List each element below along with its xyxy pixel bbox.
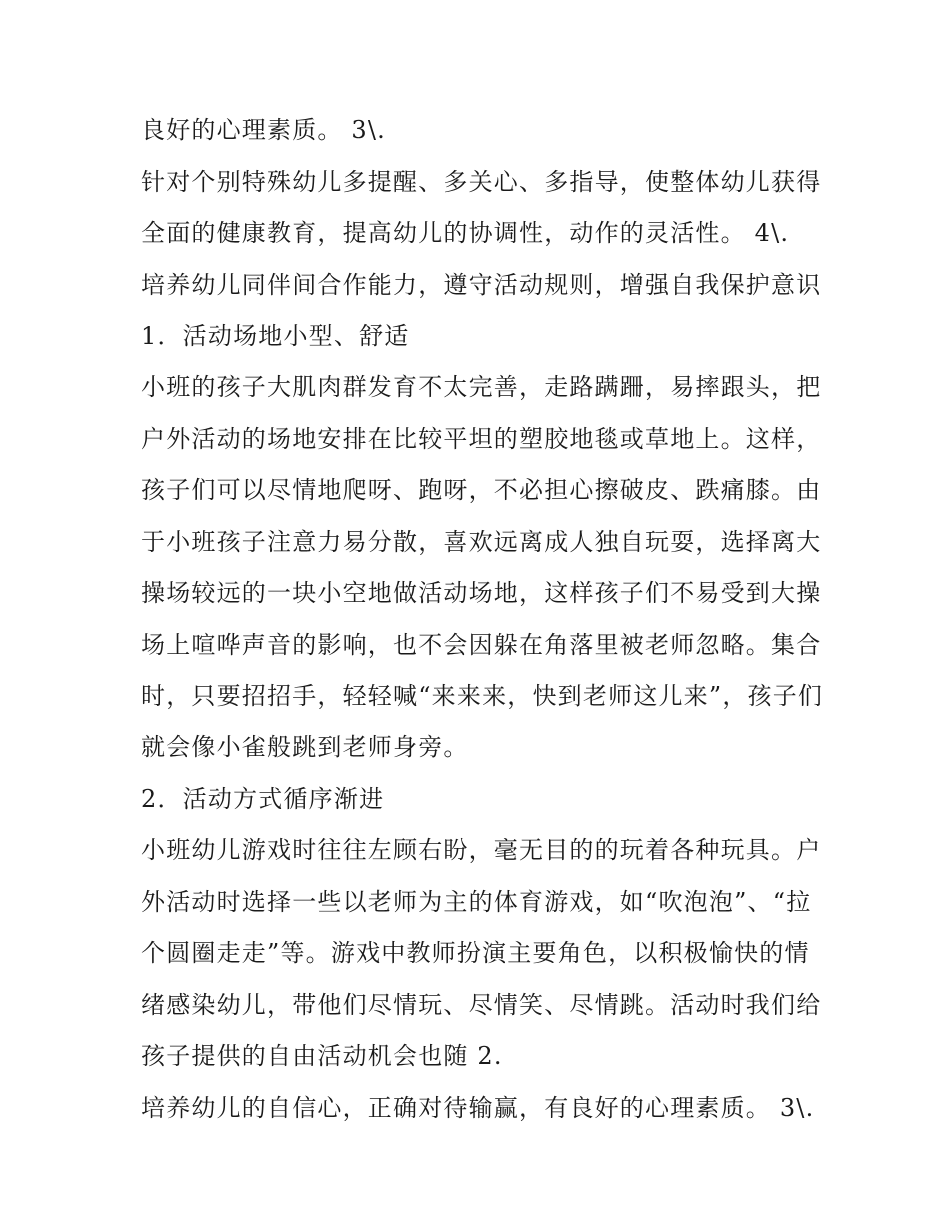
text-line: 培养幼儿同伴间合作能力，遵守活动规则，增强自我保护意识	[141, 271, 822, 299]
text-line: 小班的孩子大肌肉群发育不太完善，走路蹒跚，易摔跟头，把	[141, 373, 822, 401]
text-line: 场上喧哗声音的影响，也不会因躲在角落里被老师忽略。集合	[141, 631, 822, 659]
text-line: 外活动时选择一些以老师为主的体育游戏，如“吹泡泡”、“拉	[141, 888, 812, 916]
text-line: 就会像小雀般跳到老师身旁。	[141, 733, 469, 761]
section-heading: 1．活动场地小型、舒适	[141, 322, 410, 350]
text-line: 孩子提供的自由活动机会也随 2.	[141, 1042, 503, 1070]
text-line: 良好的心理素质。 3\.	[141, 116, 387, 144]
text-line: 全面的健康教育，提高幼儿的协调性，动作的灵活性。 4\.	[141, 219, 790, 247]
text-line: 时，只要招招手，轻轻喊“来来来，快到老师这儿来”，孩子们	[141, 682, 824, 710]
text-line: 针对个别特殊幼儿多提醒、多关心、多指导，使整体幼儿获得	[141, 168, 822, 196]
text-line: 培养幼儿的自信心，正确对待输赢，有良好的心理素质。 3\.	[141, 1094, 815, 1122]
text-line: 于小班孩子注意力易分散，喜欢远离成人独自玩耍，选择离大	[141, 528, 822, 556]
text-line: 户外活动的场地安排在比较平坦的塑胶地毯或草地上。这样，	[141, 425, 822, 453]
text-line: 孩子们可以尽情地爬呀、跑呀，不必担心擦破皮、跌痛膝。由	[141, 476, 822, 504]
text-line: 操场较远的一块小空地做活动场地，这样孩子们不易受到大操	[141, 579, 822, 607]
text-line: 小班幼儿游戏时往往左顾右盼，毫无目的的玩着各种玩具。户	[141, 836, 822, 864]
text-line: 个圆圈走走”等。游戏中教师扮演主要角色，以积极愉快的情	[141, 939, 810, 967]
section-heading: 2．活动方式循序渐进	[141, 785, 385, 813]
text-line: 绪感染幼儿，带他们尽情玩、尽情笑、尽情跳。活动时我们给	[141, 991, 822, 1019]
